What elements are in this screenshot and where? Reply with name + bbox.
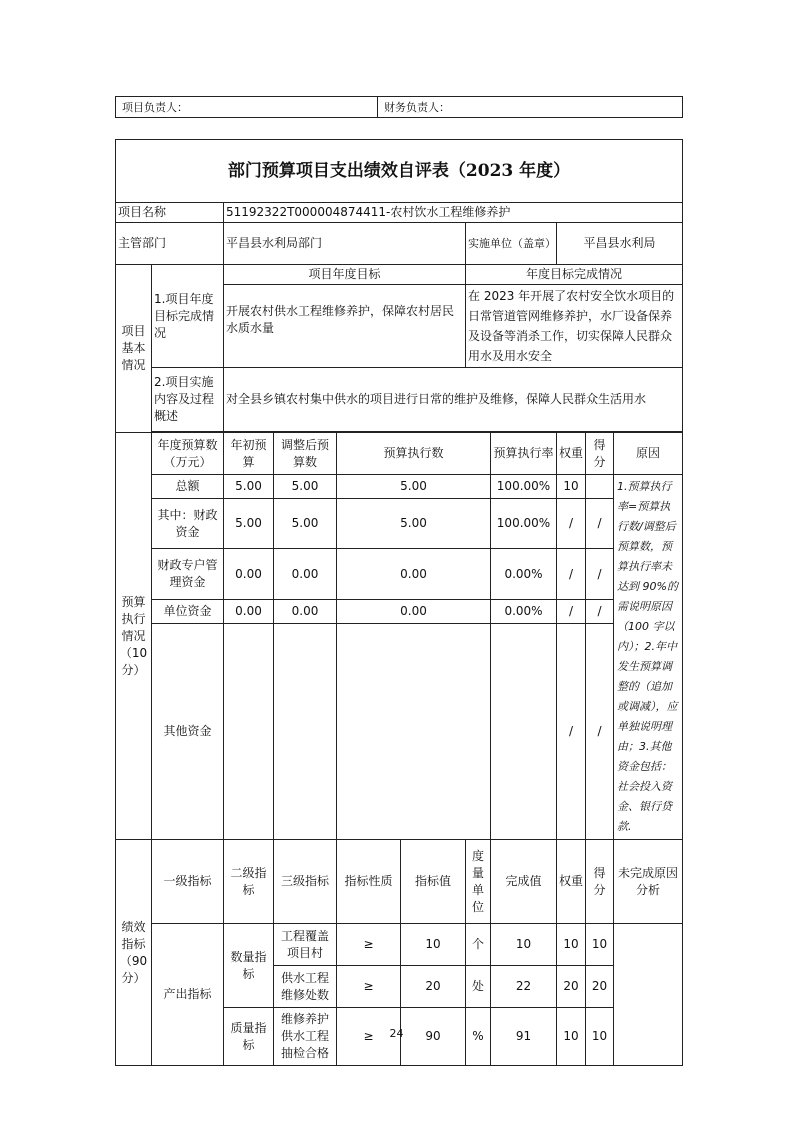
- perf-level1-header: 一级指标: [152, 840, 224, 924]
- budget-weight-cell: /: [557, 549, 586, 599]
- perf-level3-header: 三级指标: [274, 840, 337, 924]
- perf-value-cell: 10: [401, 924, 466, 966]
- self-evaluation-table: [115, 139, 683, 1066]
- budget-weight-cell: 10: [557, 475, 586, 499]
- perf-weight-cell: 10: [557, 1008, 586, 1066]
- project-name-value: 51192322T000004874411-农村饮水工程维修养护: [224, 203, 683, 223]
- goal-value: 开展农村供水工程维修养护，保障农村居民水质水量: [224, 285, 466, 368]
- perf-level3-cell: 维修养护供水工程抽检合格: [274, 1008, 337, 1066]
- budget-weight-cell: /: [557, 499, 586, 549]
- budget-weight-header: 权重: [557, 433, 586, 475]
- budget-reason-note: 1.预算执行率=预算执行数/调整后预算数，预算执行率未达到 90%的需说明原因（100 字以内）；2.年中发生预算调整的（追加或调减），应单独说明理由；3.其他资金包括：社会投入资金、银行贷款.: [614, 475, 683, 840]
- perf-level3-cell: 供水工程维修处数: [274, 966, 337, 1008]
- budget-executed-cell: 5.00: [337, 499, 491, 549]
- budget-row-label: 其中：财政资金: [152, 499, 224, 549]
- budget-adjusted-cell: 5.00: [274, 475, 337, 499]
- budget-rate-cell: 0.00%: [491, 599, 557, 623]
- budget-row-label: 总额: [152, 475, 224, 499]
- budget-initial-cell: 5.00: [224, 499, 274, 549]
- budget-rate-cell: [491, 623, 557, 839]
- budget-row-label: 其他资金: [152, 623, 224, 839]
- budget-rate-cell: 100.00%: [491, 499, 557, 549]
- budget-executed-cell: 0.00: [337, 549, 491, 599]
- output-indicator-label: 产出指标: [152, 924, 224, 1066]
- perf-score-cell: 10: [586, 1008, 614, 1066]
- dept-value: 平昌县水利局部门: [224, 223, 466, 265]
- perf-nature-cell: ≥: [337, 966, 401, 1008]
- annual-goal-header: 项目年度目标: [224, 265, 466, 285]
- goal-label: 1.项目年度目标完成情况: [152, 265, 224, 368]
- budget-executed-header: 预算执行数: [337, 433, 491, 475]
- budget-score-header: 得分: [586, 433, 614, 475]
- finance-leader-label: 财务负责人：: [378, 97, 683, 118]
- budget-section-label: 预算执行情况（10分）: [116, 433, 152, 840]
- table-row: [116, 599, 683, 623]
- table-row: [116, 499, 683, 549]
- budget-weight-cell: /: [557, 599, 586, 623]
- budget-rate-cell: 100.00%: [491, 475, 557, 499]
- perf-nature-cell: ≥: [337, 1008, 401, 1066]
- budget-score-cell: /: [586, 499, 614, 549]
- perf-level3-cell: 工程覆盖项目村: [274, 924, 337, 966]
- perf-nature-cell: ≥: [337, 924, 401, 966]
- budget-annual-header: 年度预算数（万元）: [152, 433, 224, 475]
- budget-initial-cell: 0.00: [224, 599, 274, 623]
- perf-score-cell: 10: [586, 924, 614, 966]
- perf-reason-header: 未完成原因分析: [614, 840, 683, 924]
- budget-initial-cell: 0.00: [224, 549, 274, 599]
- perf-reason-cell: [614, 924, 683, 1066]
- budget-score-cell: /: [586, 599, 614, 623]
- perf-nature-header: 指标性质: [337, 840, 401, 924]
- budget-initial-cell: [224, 623, 274, 839]
- basic-section-label: 项目基本情况: [116, 265, 152, 433]
- perf-done-cell: 91: [491, 1008, 557, 1066]
- impl-label: 2.项目实施内容及过程概述: [152, 368, 224, 432]
- perf-unit-cell: %: [466, 1008, 491, 1066]
- perf-value-cell: 20: [401, 966, 466, 1008]
- page-number: 24: [389, 1027, 404, 1040]
- budget-adjusted-cell: 0.00: [274, 599, 337, 623]
- signature-header-table: [115, 96, 683, 118]
- budget-score-cell: /: [586, 549, 614, 599]
- perf-unit-cell: 个: [466, 924, 491, 966]
- budget-adjusted-cell: 5.00: [274, 499, 337, 549]
- completion-value: 在 2023 年开展了农村安全饮水项目的日常管道管网维修养护，水厂设备保养及设备等消杀工作，切实保障人民群众用水及用水安全: [466, 285, 683, 368]
- budget-rate-header: 预算执行率: [491, 433, 557, 475]
- perf-score-cell: 20: [586, 966, 614, 1008]
- perf-unit-cell: 处: [466, 966, 491, 1008]
- perf-level2-header: 二级指标: [224, 840, 274, 924]
- budget-executed-cell: 0.00: [337, 599, 491, 623]
- budget-adjusted-header: 调整后预算数: [274, 433, 337, 475]
- perf-weight-header: 权重: [557, 840, 586, 924]
- budget-executed-cell: 5.00: [337, 475, 491, 499]
- perf-weight-cell: 20: [557, 966, 586, 1008]
- quantity-indicator-label: 数量指标: [224, 924, 274, 1008]
- impl-value: 对全县乡镇农村集中供水的项目进行日常的维护及维修，保障人民群众生活用水: [224, 368, 683, 432]
- table-row: [116, 549, 683, 599]
- table-row: [116, 924, 683, 966]
- budget-row-label: 单位资金: [152, 599, 224, 623]
- budget-score-cell: [586, 475, 614, 499]
- page-title: 部门预算项目支出绩效自评表（2023 年度）: [116, 140, 683, 203]
- perf-value-header: 指标值: [401, 840, 466, 924]
- table-row: [116, 623, 683, 839]
- perf-done-cell: 10: [491, 924, 557, 966]
- budget-rate-cell: 0.00%: [491, 549, 557, 599]
- budget-reason-header: 原因: [614, 433, 683, 475]
- project-leader-label: 项目负责人：: [116, 97, 378, 118]
- budget-initial-cell: 5.00: [224, 475, 274, 499]
- budget-adjusted-cell: [274, 623, 337, 839]
- perf-done-header: 完成值: [491, 840, 557, 924]
- perf-done-cell: 22: [491, 966, 557, 1008]
- unit-value: 平昌县水利局: [557, 223, 683, 265]
- table-row: [116, 475, 683, 499]
- perf-unit-header: 度量单位: [466, 840, 491, 924]
- budget-score-cell: /: [586, 623, 614, 839]
- completion-header: 年度目标完成情况: [466, 265, 683, 285]
- budget-initial-header: 年初预算: [224, 433, 274, 475]
- budget-row-label: 财政专户管理资金: [152, 549, 224, 599]
- project-name-label: 项目名称: [116, 203, 224, 223]
- budget-adjusted-cell: 0.00: [274, 549, 337, 599]
- budget-executed-cell: [337, 623, 491, 839]
- performance-section-label: 绩效指标（90分）: [116, 840, 152, 1066]
- perf-weight-cell: 10: [557, 924, 586, 966]
- perf-value-cell: 90: [401, 1008, 466, 1066]
- unit-label: 实施单位（盖章）: [466, 223, 557, 265]
- quality-indicator-label: 质量指标: [224, 1008, 274, 1066]
- budget-weight-cell: /: [557, 623, 586, 839]
- perf-score-header: 得分: [586, 840, 614, 924]
- dept-label: 主管部门: [116, 223, 224, 265]
